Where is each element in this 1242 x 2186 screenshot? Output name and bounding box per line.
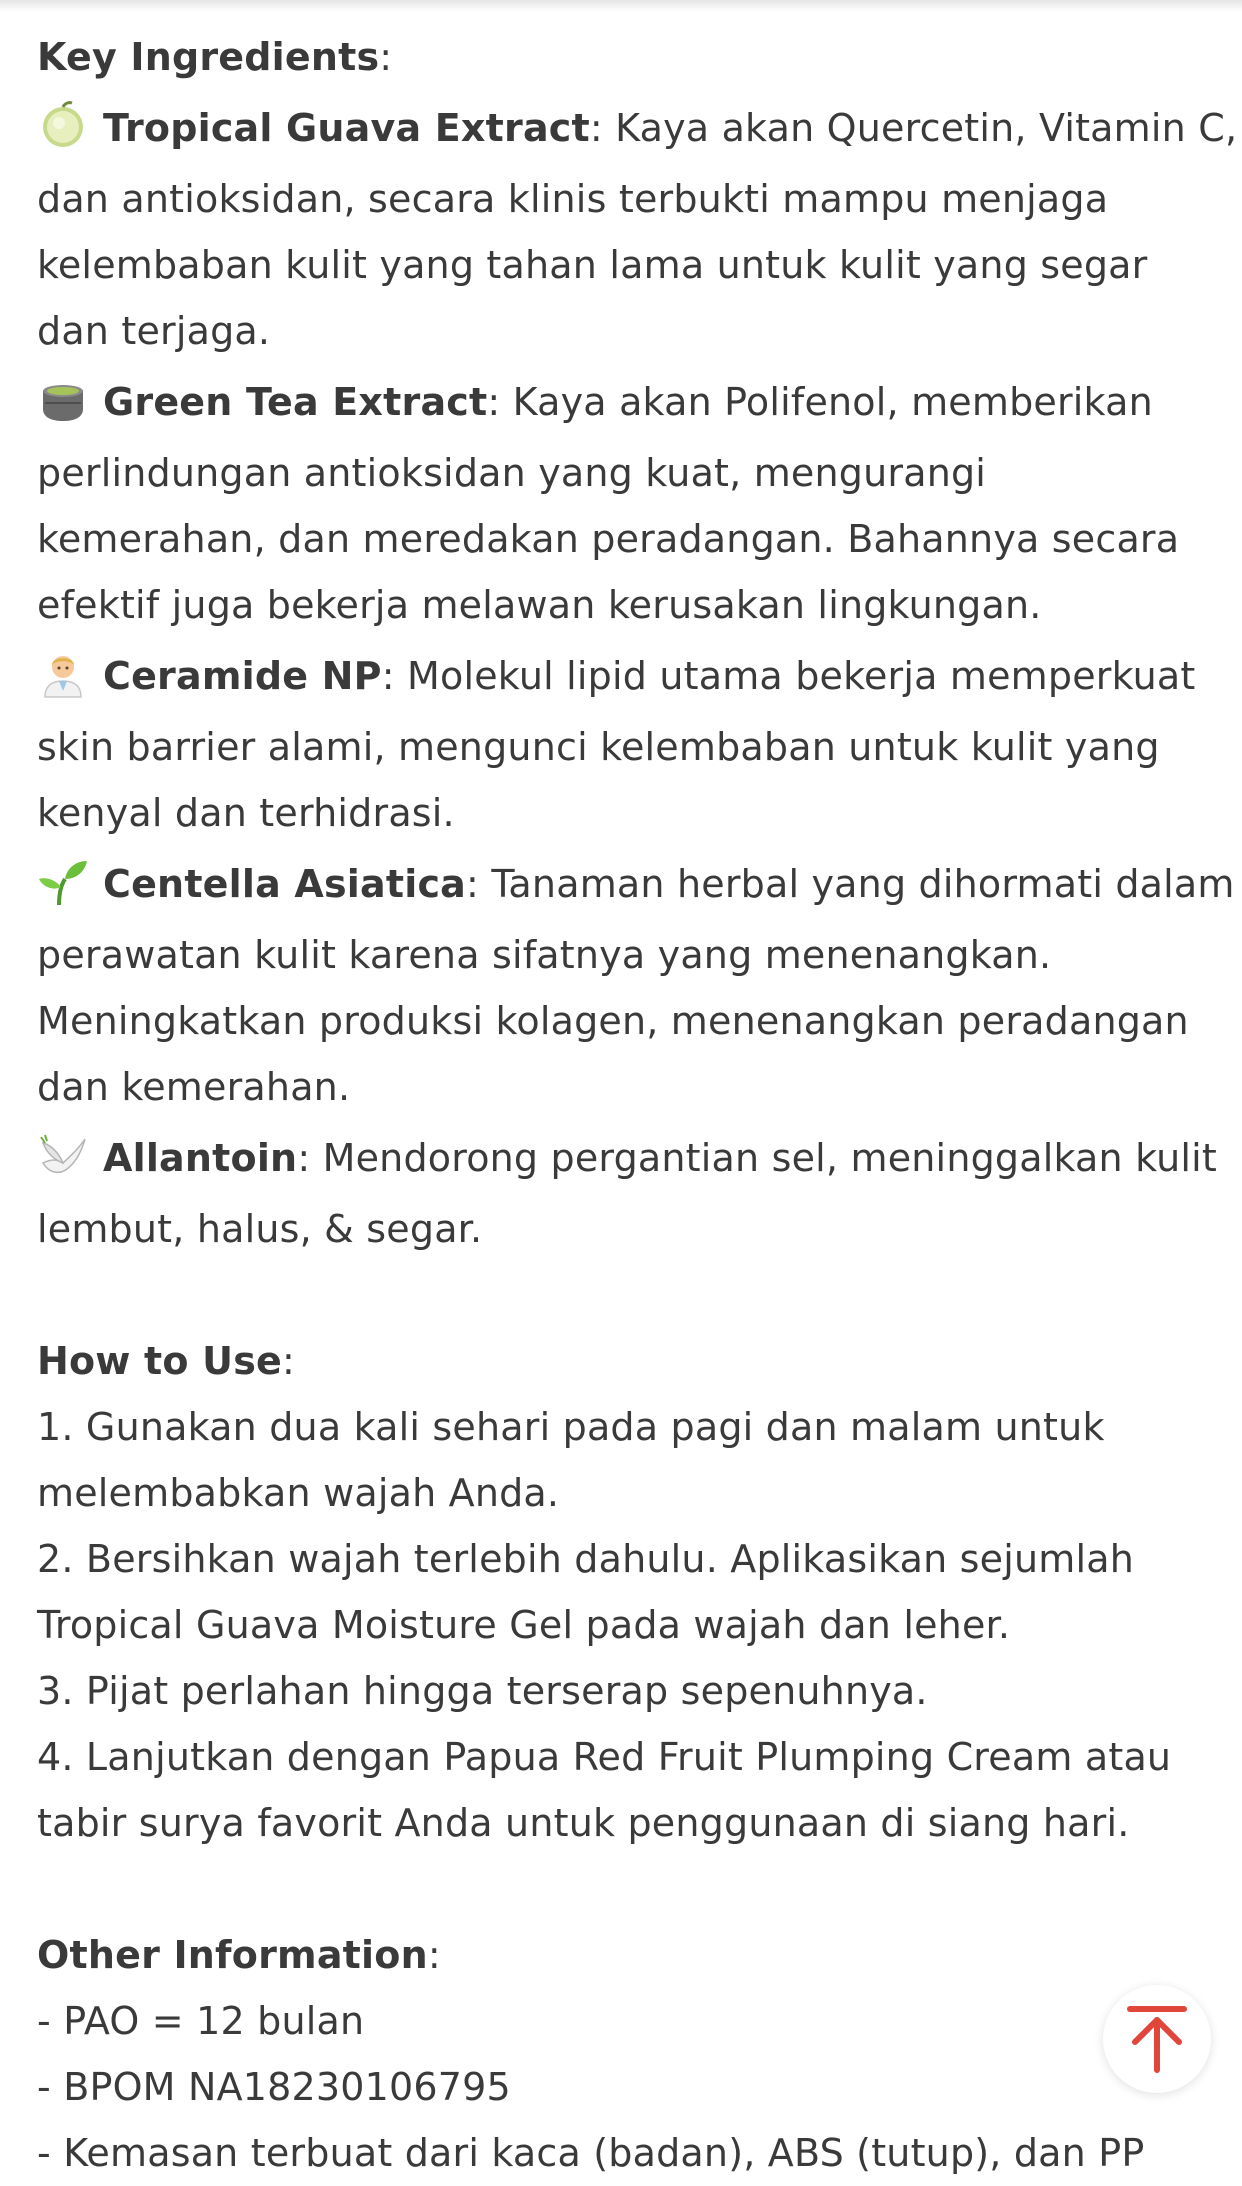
ingredient-description-line: dan antioksidan, secara klinis terbukti mampu menjaga: [37, 177, 1109, 221]
how-to-use-heading: [37, 1328, 1217, 1394]
how-to-use-line: 3. Pijat perlahan hingga terserap sepenuhnya.: [37, 1669, 928, 1713]
ingredient-description-line: : Kaya akan Polifenol, memberikan: [487, 380, 1153, 424]
green-tea-icon: [37, 373, 89, 425]
arrow-up-to-top-icon: [1126, 2004, 1188, 2074]
ingredient-description-line: dan kemerahan.: [37, 1065, 351, 1109]
ingredient-name: Green Tea Extract: [103, 380, 488, 424]
ingredient-description-line: : Molekul lipid utama bekerja memperkuat: [381, 654, 1196, 698]
ingredient-description-line: Meningkatkan produksi kolagen, menenangkan peradangan: [37, 999, 1189, 1043]
ingredient-description-line: : Mendorong pergantian sel, meninggalkan kulit: [297, 1136, 1218, 1180]
scroll-to-top-button[interactable]: [1103, 1985, 1211, 2093]
ingredient-description-line: lembut, halus, & segar.: [37, 1207, 483, 1251]
other-information-line: - Kemasan terbuat dari kaca (badan), ABS (tutup), dan PP: [37, 2131, 1145, 2175]
ingredient-description-line: kelembaban kulit yang tahan lama untuk kulit yang segar: [37, 243, 1148, 287]
other-information-section: [37, 1922, 1217, 2186]
section-spacer: [37, 1262, 1217, 1328]
product-description: [37, 24, 1238, 2186]
ingredient-allantoin: [37, 1120, 1217, 1262]
how-to-use-line: Tropical Guava Moisture Gel pada wajah dan leher.: [37, 1603, 1011, 1647]
ingredient-description-line: skin barrier alami, mengunci kelembaban untuk kulit yang: [37, 725, 1160, 769]
top-edge-shadow: [0, 0, 1242, 12]
ingredient-description-line: kenyal dan terhidrasi.: [37, 791, 455, 835]
ingredient-name: Tropical Guava Extract: [103, 106, 590, 150]
ingredient-first-line: [37, 90, 1238, 166]
guava-icon: [37, 99, 89, 151]
how-to-use-line: 4. Lanjutkan dengan Papua Red Fruit Plumping Cream atau: [37, 1735, 1172, 1779]
ingredient-first-line: [37, 364, 1217, 440]
ingredient-description-line: perawatan kulit karena sifatnya yang menenangkan.: [37, 933, 1052, 977]
how-to-use-section: [37, 1328, 1217, 1856]
ingredient-green-tea: [37, 364, 1217, 638]
how-to-use-line: 2. Bersihkan wajah terlebih dahulu. Aplikasikan sejumlah: [37, 1537, 1135, 1581]
ingredient-centella-asiatica: [37, 846, 1235, 1120]
ingredient-description-line: kemerahan, dan meredakan peradangan. Bahannya secara: [37, 517, 1180, 561]
ingredient-description-line: dan terjaga.: [37, 309, 271, 353]
key-ingredients-colon: :: [379, 35, 393, 79]
other-information-line: - BPOM NA18230106795: [37, 2065, 511, 2109]
scientist-icon: [37, 647, 89, 699]
how-to-use-colon: :: [282, 1339, 296, 1383]
ingredient-ceramide-np: [37, 638, 1217, 846]
dove-icon: [37, 1129, 89, 1181]
other-information-line: - PAO = 12 bulan: [37, 1999, 365, 2043]
ingredient-first-line: [37, 638, 1217, 714]
ingredient-description-line: : Tanaman herbal yang dihormati dalam: [466, 862, 1235, 906]
other-information-heading: [37, 1922, 1217, 1988]
ingredient-description-line: perlindungan antioksidan yang kuat, mengurangi: [37, 451, 987, 495]
how-to-use-line: tabir surya favorit Anda untuk penggunaan di siang hari.: [37, 1801, 1130, 1845]
how-to-use-line: 1. Gunakan dua kali sehari pada pagi dan malam untuk: [37, 1405, 1105, 1449]
ingredient-first-line: [37, 846, 1235, 922]
other-information-title: Other Information: [37, 1933, 428, 1977]
other-information-colon: :: [427, 1933, 441, 1977]
key-ingredients-heading: [37, 24, 1217, 90]
ingredient-description-line: : Kaya akan Quercetin, Vitamin C,: [589, 106, 1238, 150]
how-to-use-line: melembabkan wajah Anda.: [37, 1471, 560, 1515]
section-spacer: [37, 1856, 1217, 1922]
ingredient-name: Allantoin: [103, 1136, 298, 1180]
seedling-icon: [37, 855, 89, 907]
ingredient-name: Centella Asiatica: [103, 862, 467, 906]
ingredient-name: Ceramide NP: [103, 654, 382, 698]
key-ingredients-title: Key Ingredients: [37, 35, 380, 79]
ingredient-tropical-guava: [37, 90, 1238, 364]
ingredient-description-line: efektif juga bekerja melawan kerusakan lingkungan.: [37, 583, 1042, 627]
ingredient-first-line: [37, 1120, 1217, 1196]
how-to-use-title: How to Use: [37, 1339, 282, 1383]
